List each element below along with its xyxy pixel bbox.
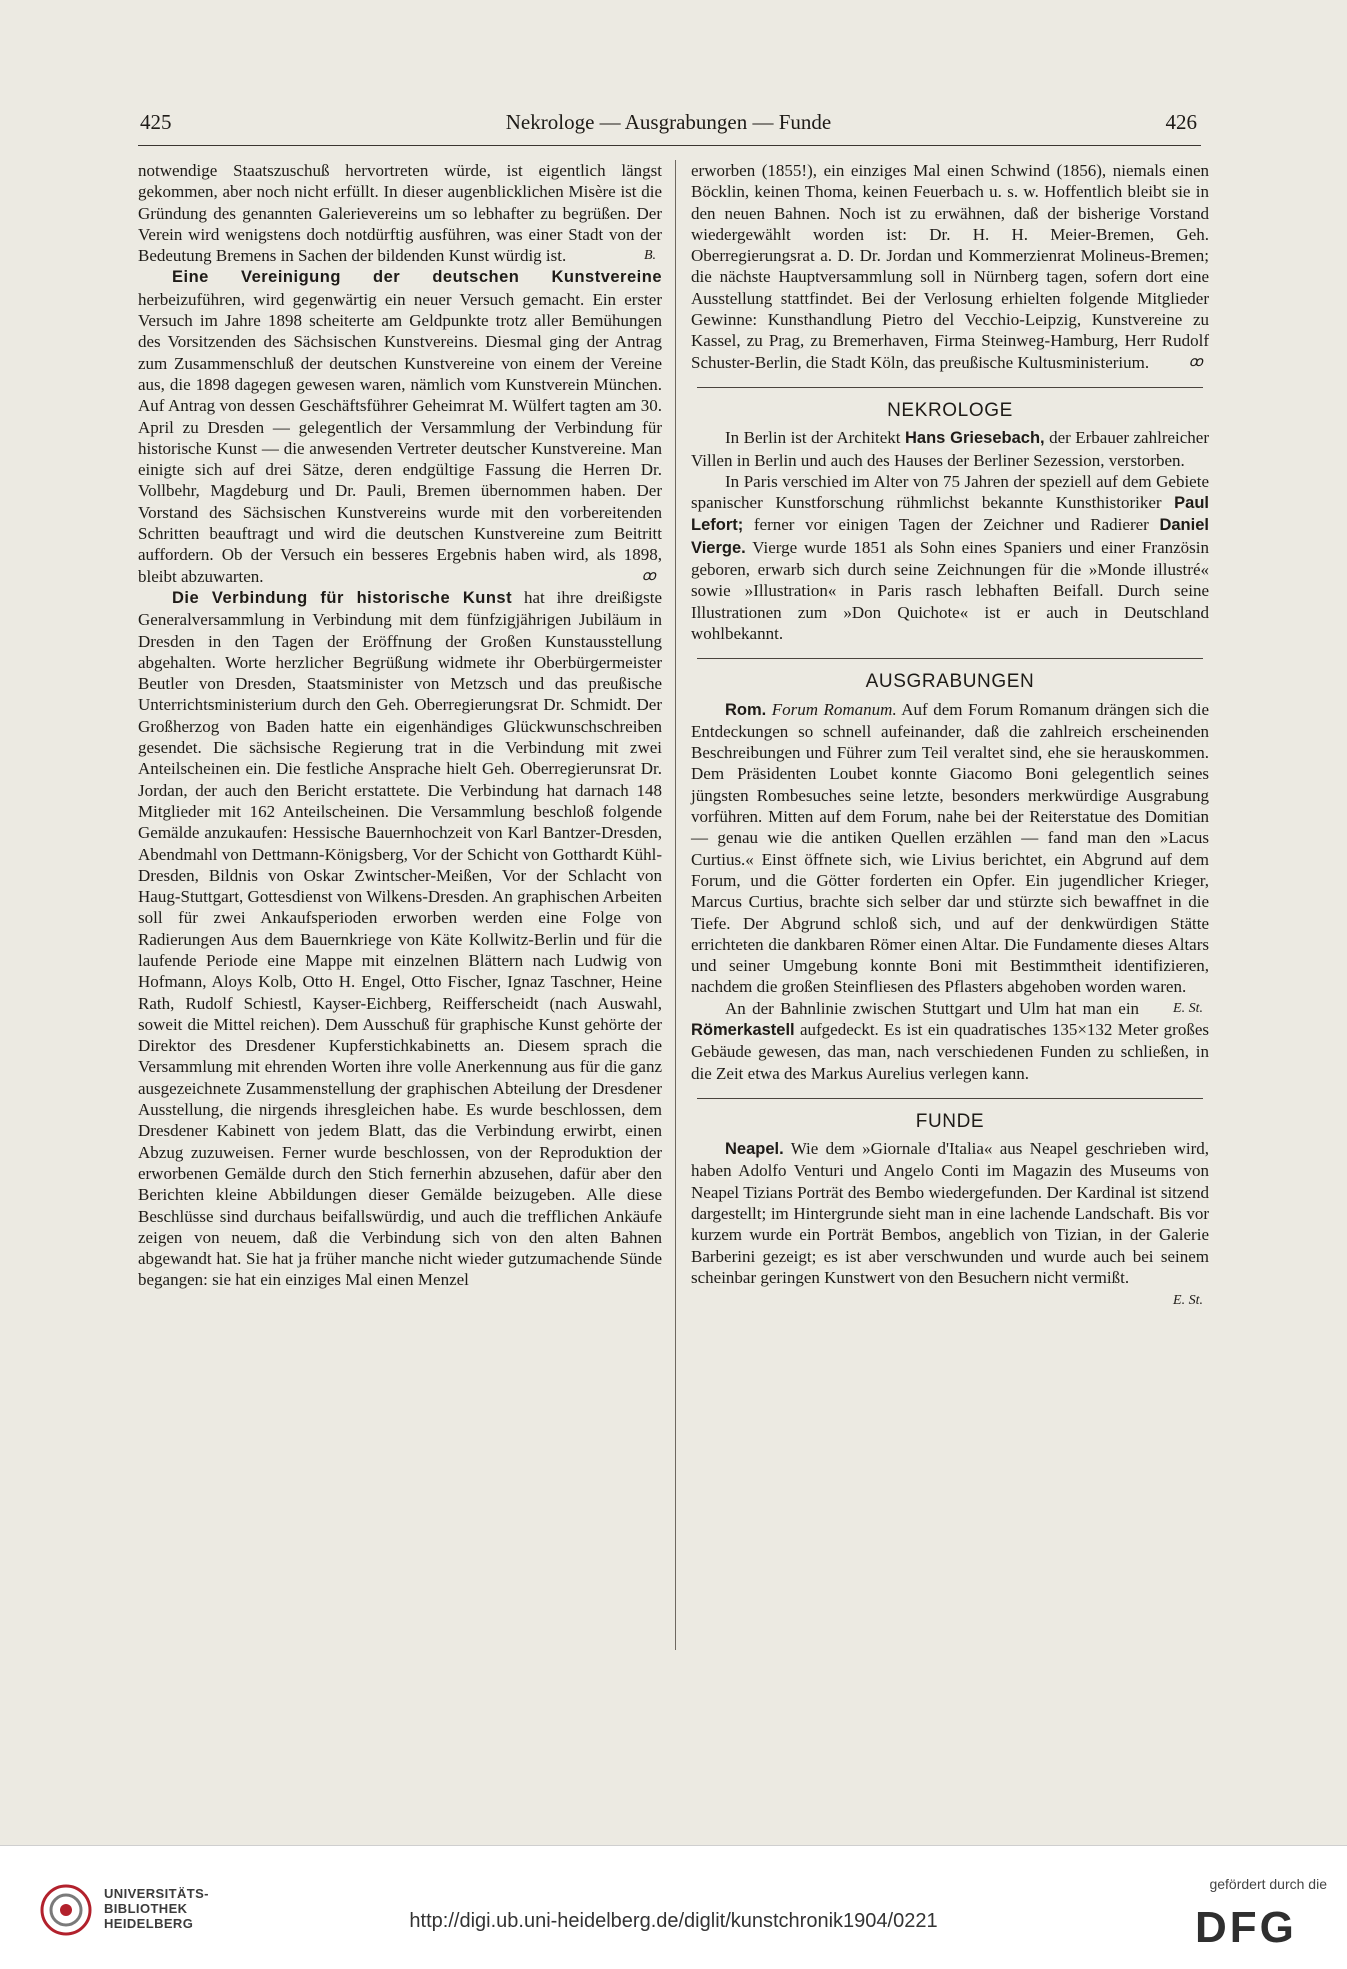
site-name: Römerkastell	[691, 1020, 795, 1039]
running-title: Nekrologe — Ausgrabungen — Funde	[505, 110, 832, 134]
funding-note: gefördert durch die	[1209, 1876, 1327, 1892]
person-name: Hans Griesebach,	[905, 429, 1045, 448]
section-rule	[697, 1098, 1203, 1099]
signature: ꝏ	[641, 568, 656, 584]
column-divider	[675, 160, 676, 1650]
report-forum-romanum: Rom. Forum Romanum. Auf dem Forum Romanum drängen sich die Entdeckungen so schnell aufeinander, daß die zahlreich erscheinenden Beschreibungen und Führer zum Teil veraltet sind, ehe sie herauskommen. Dem Präsidenten Loubet konnte Giacomo Boni gelegentlich seines jüngsten Rombesuches seine letzte, besonders merkwürdige Ausgrabung vorführen. Mitten auf dem Forum, nahe bei der Reiterstatue des Domitian — genau wie die antiken Quellen erzählen — fand man den »Lacus Curtius.« Einst öffnete sich, wie Livius berichtet, ein Abgrund auf dem Forum, und die Götter forderten ein Opfer. Ein jugendlicher Krieger, Marcus Curtius, brachte sich selber dar und stürzte sich bewaffnet in die Tiefe. Der Abgrund schloß sich, und auf der denkwürdigen Stätte errichteten die dankbaren Römer einen Altar. Die Fundamente dieses Altars und seiner Umgebung konnte Boni mit Bestimmtheit identifizieren, nachdem die großen Steinfliesen des Pflasters abgehoben worden waren. E. St.	[691, 699, 1209, 998]
svg-text:DFG: DFG	[1195, 1903, 1297, 1948]
paragraph-galerieverein: notwendige Staatszuschuß hervortreten würde, ist eigentlich längst gekommen, aber noch nicht erfüllt. In dieser augenblicklichen Misère ist die Gründung des genannten Galerievereins um so lebhafter zu begrüßen. Der Verein wird wenigstens doch notdürftig ausführen, was einer Stadt von der Bedeutung Bremens in Sachen der bildenden Kunst würdig ist. B.	[138, 161, 662, 266]
page-number-right: 426	[1165, 110, 1197, 134]
article-lead: Eine Vereinigung der deutschen Kunstvereine	[172, 268, 662, 287]
library-name: UNIVERSITÄTS- BIBLIOTHEK HEIDELBERG	[104, 1886, 209, 1931]
paragraph-continuation: erworben (1855!), ein einziges Mal einen Schwind (1856), niemals einen Böcklin, keinen Thoma, keinen Feuerbach u. s. w. Hoffentlich bleibt sie in den neuen Bahnen. Noch ist zu erwähnen, daß der bisherige Vorstand wiedergewählt worden ist: Dr. H. H. Meier-Bremen, Geh. Oberregierungsrat a. D. Dr. Jordan und Kommerzienrat Molineus-Bremen; die nächste Hauptversammlung soll in Nürnberg tagen, sofern dort eine Ausstellung stattfindet. Bei der Verlosung erhielten folgende Mitglieder Gewinne: Kunsthandlung Pietro del Vecchio-Leipzig, Kunstvereine zu Kassel, zu Prag, zu Bremerhaven, Firma Steinweg-Hamburg, Herr Rudolf Schuster-Berlin, die Stadt Köln, das preußische Kultusministerium. ꝏ	[691, 161, 1209, 372]
section-heading-nekrologe: NEKROLOGE	[887, 399, 1013, 421]
article-lead: Die Verbindung für historische Kunst	[172, 588, 513, 607]
signature-line	[691, 1288, 1209, 1311]
report-roemerkastell: An der Bahnlinie zwischen Stuttgart und Ulm hat man ein Römerkastell aufgedeckt. Es ist ein quadratisches 135×132 Meter großes Gebäude gewesen, das man, nach verschiedenen Funden zu schließen, in die Zeit etwa des Markus Aurelius verlegen kann.	[691, 998, 1209, 1083]
running-head	[140, 110, 1197, 140]
signature: ꝏ	[1188, 354, 1203, 370]
paragraph-historische-kunst: Die Verbindung für historische Kunst hat ihre dreißigste Generalversammlung in Verbindung mit dem fünfzigjährigen Jubiläum in Dresden in den Tagen der Eröffnung der Großen Kunstausstellung abgehalten. Worte herzlicher Begrüßung widmete ihr Oberbürgermeister Beutler von Dresden, Staatsminister von Metzsch und das preußische Unterrichtsministerium durch den Geh. Oberregierungsrat Dr. Schmidt. Der Großherzog von Baden hatte ein eigenhändiges Glückwunschschreiben gesendet. Die sächsische Regierung trat in die Verbindung mit zwei Anteilscheinen ein. Die festliche Ansprache hielt Geh. Oberregierunsrat Dr. Jordan, der auch den Bericht erstattete. Die Verbindung hat darnach 148 Mitglieder mit 162 Anteilscheinen. Die Versammlung beschloß folgende Gemälde anzukaufen: Hessische Bauernhochzeit von Karl Bantzer-Dresden, Abendmahl von Dettmann-Königsberg, Vor der Schicht von Gotthardt Kühl-Dresden, Bildnis von Oskar Zwintscher-Meißen, Vor der Schlacht von Haug-Stuttgart, Gottesdienst von Wilkens-Dresden. An graphischen Arbeiten soll für zwei Ankaufsperioden erworben werden eine Folge von Radierungen Aus dem Bauernkriege von Käte Kollwitz-Berlin und für die laufende Periode eine Mappe mit einzelnen Blättern nach Ludwig von Hofmann, Aloys Kolb, Otto H. Engel, Otto Fischer, Ignaz Taschner, Heine Rath, Rudolf Schiestl, Kayser-Eichberg, Reifferscheidt (nach Auswahl, soweit die Mittel reichen). Dem Ausschuß für graphische Kunst gehörte der Direktor des Dresdener Kupferstichkabinetts an. Diesem sprach die Versammlung mit ehrenden Worten ihre volle Anerkennung aus für die ganz ausgezeichnete Zusammenstellung der graphischen Abteilung der Dresdener Ausstellung, die nirgends ihresgleichen habe. Es wurde beschlossen, dem Dresdener Kabinett von jedem Blatt, das die Verbindung erwirbt, einen Abzug zuzuweisen. Ferner wurde beschlossen, von der Reproduktion der erworbenen Gemälde durch den Stich fernerhin abzusehen, dafür aber den Berichten kleine Abbildungen dieser Gemälde beizugeben. Alle diese Beschlüsse sind durchaus beifallswürdig, und auch die trefflichen Ankäufe zeigen von neuem, daß die Verbindung sich von den alten Bahnen abgewandt hat. Sie hat ja früher manche nicht wieder gutzumachende Sünde begangen: sie hat ein einziges Mal einen Menzel	[138, 587, 663, 1290]
permalink-url[interactable]: http://digi.ub.uni-heidelberg.de/diglit/kunstchronik1904/0221	[409, 1910, 938, 1932]
person-name: Paul Lefort;	[691, 494, 1209, 535]
obituary-lefort-vierge: In Paris verschied im Alter von 75 Jahren der speziell auf dem Gebiete spanischer Kunstforschung rühmlichst bekannte Kunsthistoriker Paul Lefort; ferner vor einigen Tagen der Zeichner und Radierer Daniel Vierge. Vierge wurde 1851 als Sohn eines Spaniers und einer Französin geboren, erwarb sich durch seine Zeichnungen für die »Monde illustré« sowie »Illustration« in Paris rasch lebhaften Beifall. Durch seine Illustrationen zum »Don Quichote« ist er auch in Deutschland wohlbekannt.	[691, 471, 1209, 643]
section-rule	[697, 387, 1203, 388]
place-name: Rom.	[725, 700, 767, 719]
section-rule	[697, 658, 1203, 659]
viewer-footer	[0, 1846, 1347, 1969]
header-rule	[138, 145, 1201, 146]
obituary-griesebach: In Berlin ist der Architekt Hans Griesebach, der Erbauer zahlreicher Villen in Berlin und auch des Hauses der Berliner Sezession, verstorben.	[691, 428, 1209, 470]
paragraph-kunstvereine: Eine Vereinigung der deutschen Kunstvereine herbeizuführen, wird gegenwärtig ein neuer Versuch gemacht. Ein erster Versuch im Jahre 1898 scheiterte am Geldpunkte trotz aller Bemühungen des Vorsitzenden des Sächsischen Kunstvereins. Diesmal ging der Antrag zum Zusammenschluß der deutschen Kunstvereine von einem der Vereine aus, die 1898 dagegen gewesen waren, nämlich vom Kunstverein München. Auf Antrag von dessen Geschäftsführer Geheimrat M. Wülfert tagten am 30. April zu Dresden — gelegentlich der Versammlung der Verbindung für historische Kunst — die anwesenden Vertreter deutscher Kunstvereine. Man einigte sich auf drei Sätze, deren endgültige Fassung die Herren Dr. Vollbehr, Magdeburg und Dr. Pauli, Bremen übernommen haben. Der Vorstand des Sächsischen Kunstvereins wurde mit den vorbereitenden Schritten beauftragt und wird die deutschen Kunstvereine zum Beitritt auffordern. Ob der Versuch ein besseres Ergebnis haben wird, als 1898, bleibt abzuwarten. ꝏ	[138, 268, 662, 586]
section-heading-funde: FUNDE	[915, 1110, 985, 1132]
place-name: Neapel.	[725, 1140, 784, 1159]
left-column	[138, 160, 662, 1291]
right-column	[691, 160, 1209, 1312]
site-name: Forum Romanum.	[771, 699, 897, 719]
person-name: Daniel Vierge.	[691, 516, 1209, 557]
signature: E. St.	[1173, 1000, 1203, 1016]
signature: E. St.	[1173, 1293, 1203, 1309]
signature: B.	[643, 248, 656, 264]
report-neapel: Neapel. Wie dem »Giornale d'Italia« aus Neapel geschrieben wird, haben Adolfo Venturi und Angelo Conti im Magazin des Museums von Neapel Tizians Porträt des Bembo wiedergefunden. Der Kardinal ist sitzend dargestellt; im Hintergrunde sieht man in eine lachende Landschaft. Bis vor kurzem wurde ein Porträt Bembos, angeblich von Tizian, in der Galerie Barberini gezeigt; es ist aber verschwunden und wurde auch bei seinem scheinbar geringen Kunstwert von den Besuchern nicht vermißt.	[691, 1139, 1209, 1287]
dfg-logo-icon	[1195, 1898, 1325, 1948]
section-heading-ausgrabungen: AUSGRABUNGEN	[865, 671, 1035, 693]
page-number-left: 425	[140, 110, 172, 134]
